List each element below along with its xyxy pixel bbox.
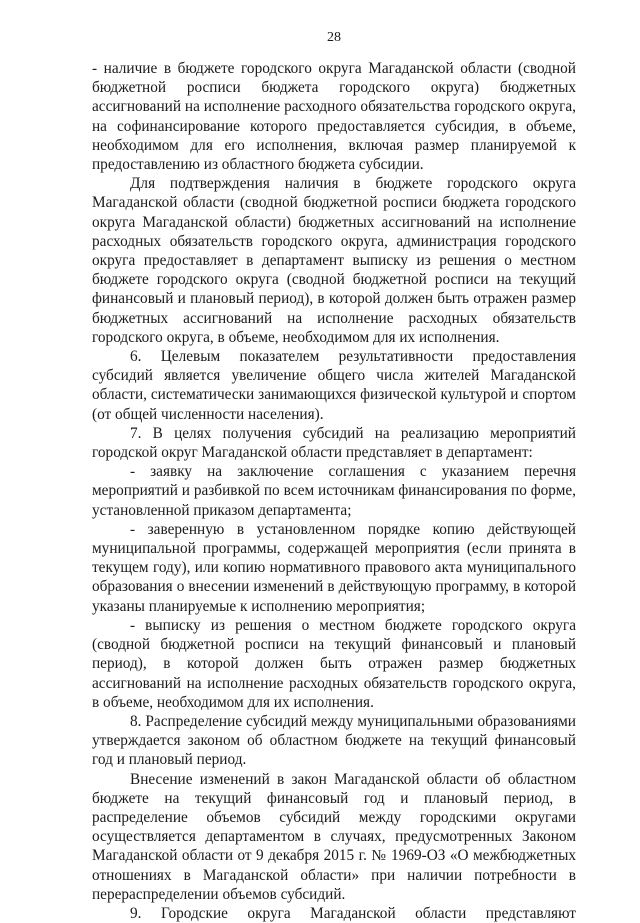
paragraph-item-7-application: - заявку на заключение соглашения с указанием перечня мероприятий и разбивкой по всем источникам финансирования по форме, установленной приказом департамента; (92, 463, 576, 519)
paragraph-budget-confirmation: Для подтверждения наличия в бюджете городского округа Магаданской области (сводной бюджетной росписи бюджета городского округа Магаданской области) бюджетных ассигнований на исполнение расходных обязательств городского округа, администрация городского округа предоставляет в департамент выписку из решения о местном бюджете городского округа (сводной бюджетной росписи на текущий финансовый и плановый период), в которой должен быть отражен размер бюджетных ассигнований на исполнение расходных обязательств городского округа, в объеме, необходимом для их исполнения. (92, 175, 576, 346)
paragraph-item-6: 6. Целевым показателем результативности предоставления субсидий является увеличение общего числа жителей Магаданской области, систематически занимающихся физической культурой и спортом (от общей численности населения). (92, 348, 576, 423)
page-number: 28 (327, 30, 341, 45)
paragraph-item-9: 9. Городские округа Магаданской области представляют (130, 904, 576, 922)
paragraph-amendments: Внесение изменений в закон Магаданской области об областном бюджете на текущий финансовый год и плановый период, в распределение объемов субсидий между городскими округами осуществляется департаментом в случаях, предусмотренных Законом Магаданской области от 9 декабря 2015 г. № 1969-ОЗ «О межбюджетных отношениях в Магаданской области» при наличии потребности в перераспределении объемов субсидий. (92, 770, 576, 903)
paragraph-item-7-budget-extract: - выписку из решения о местном бюджете городского округа (сводной бюджетной росписи на текущий финансовый и плановый период), в которой должен быть отражен размер бюджетных ассигнований на исполнение расходных обязательств городского округа, в объеме, необходимом для их исполнения. (92, 616, 576, 711)
paragraph-item-7: 7. В целях получения субсидий на реализацию мероприятий городской округ Магаданской области представляет в департамент: (92, 424, 576, 462)
paragraph-budget-availability: - наличие в бюджете городского округа Магаданской области (сводной бюджетной росписи бюджета городского округа) бюджетных ассигнований на исполнение расходного обязательства городского округа, на софинансирование которого предоставляется субсидия, в объеме, необходимом для его исполнения, включая размер планируемой к предоставлению из областного бюджета субсидии. (92, 60, 576, 174)
paragraph-item-7-program-copy: - заверенную в установленном порядке копию действующей муниципальной программы, содержащей мероприятия (если принята в текущем году), или копию нормативного правового акта муниципального образования о внесении изменений в действующую программу, в которой указаны планируемые к исполнению мероприятия; (92, 520, 576, 615)
paragraph-item-8: 8. Распределение субсидий между муниципальными образованиями утверждается законом об областном бюджете на текущий финансовый год и плановый период. (92, 712, 576, 769)
